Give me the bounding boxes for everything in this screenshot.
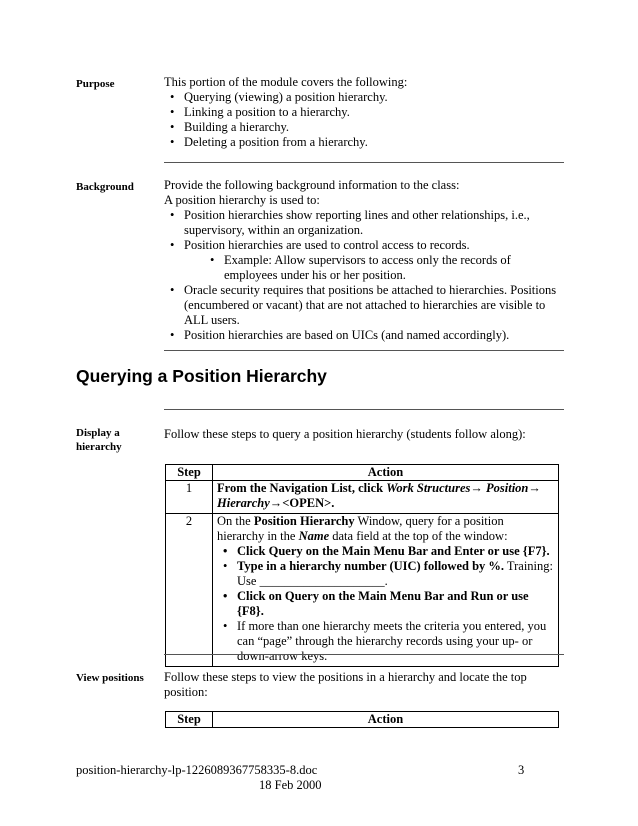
display-label-line: hierarchy	[76, 441, 122, 453]
action-subitem	[217, 559, 554, 589]
section-divider	[164, 409, 564, 410]
action-column-header: Action	[213, 712, 559, 728]
footer-filename: position-hierarchy-lp-1226089367758335-8.doc	[76, 763, 318, 777]
background-item	[164, 238, 564, 283]
footer-page-number: 3	[518, 763, 525, 777]
purpose-item: • Querying (viewing) a position hierarchy.	[164, 90, 564, 105]
view-steps-table-wrap	[165, 711, 559, 728]
purpose-label: Purpose	[76, 78, 115, 90]
display-label-line: Display a	[76, 427, 120, 439]
section-divider	[164, 350, 564, 351]
action-sublist	[217, 544, 554, 664]
background-item: • Position hierarchies show reporting lines and other relationships, i.e., supervisory, within an organization.	[164, 208, 564, 238]
background-sublist	[204, 253, 564, 283]
action-subitem-bold: Type in a hierarchy number (UIC) followed by %.	[237, 559, 505, 573]
view-intro: Follow these steps to view the positions in a hierarchy and locate the top position:	[164, 670, 527, 699]
display-intro: Follow these steps to query a position hierarchy (students follow along):	[164, 427, 526, 441]
action-text: data field at the top of the window:	[329, 529, 508, 543]
section-divider	[164, 162, 564, 163]
background-list	[164, 208, 564, 343]
purpose-content	[164, 75, 564, 150]
purpose-item: • Deleting a position from a hierarchy.	[164, 135, 564, 150]
table-header-row	[166, 465, 559, 481]
background-content	[164, 178, 564, 343]
table-row	[166, 481, 559, 514]
table-header-row	[166, 712, 559, 728]
display-steps-table-wrap	[165, 464, 559, 667]
section-divider	[164, 654, 564, 655]
action-menu-path: Work Structures→ Position→ Hierarchy	[217, 481, 541, 510]
display-label	[76, 426, 122, 454]
background-intro-2: A position hierarchy is used to:	[164, 193, 320, 207]
step-column-header: Step	[166, 465, 213, 481]
background-item: • Oracle security requires that positions be attached to hierarchies. Positions (encumbered or vacant) that are not attached to hierarchies are visible to ALL users.	[164, 283, 564, 328]
section-heading: Querying a Position Hierarchy	[76, 366, 327, 386]
purpose-item: • Building a hierarchy.	[164, 120, 564, 135]
action-column-header: Action	[213, 465, 559, 481]
action-window-name: Position Hierarchy	[253, 514, 355, 528]
action-subitem: • Click Query on the Main Menu Bar and Enter or use {F7}.	[217, 544, 554, 559]
background-item: • Position hierarchies are based on UICs (and named accordingly).	[164, 328, 564, 343]
view-steps-table	[165, 711, 559, 728]
action-text: →<OPEN>.	[269, 496, 335, 510]
action-subitem: • If more than one hierarchy meets the criteria you entered, you can “page” through the hierarchy records using your up- or down-arrow keys.	[217, 619, 554, 664]
footer-date: 18 Feb 2000	[259, 778, 322, 792]
action-text: Window, query for a position hierarchy in the	[217, 514, 504, 543]
action-field-name: Name	[298, 529, 330, 543]
action-subitem: • Click on Query on the Main Menu Bar and Run or use {F8}.	[217, 589, 554, 619]
step-column-header: Step	[166, 712, 213, 728]
background-item-text: Position hierarchies are used to control access to records.	[184, 238, 470, 252]
background-label: Background	[76, 181, 134, 193]
display-steps-table	[165, 464, 559, 667]
action-text: From the Navigation List, click	[217, 481, 387, 495]
step-action	[213, 481, 559, 514]
table-row	[166, 514, 559, 667]
step-action	[213, 514, 559, 667]
background-intro: Provide the following background information to the class:	[164, 178, 460, 192]
action-subitem-text: Training: Use ____________________.	[237, 559, 554, 588]
purpose-intro: This portion of the module covers the following:	[164, 75, 408, 89]
purpose-list	[164, 90, 564, 150]
step-number: 1	[166, 481, 213, 514]
action-text: On the	[217, 514, 254, 528]
view-label: View positions	[76, 672, 144, 684]
purpose-item: • Linking a position to a hierarchy.	[164, 105, 564, 120]
step-number: 2	[166, 514, 213, 667]
background-subitem: • Example: Allow supervisors to access only the records of employees under his or her position.	[204, 253, 564, 283]
